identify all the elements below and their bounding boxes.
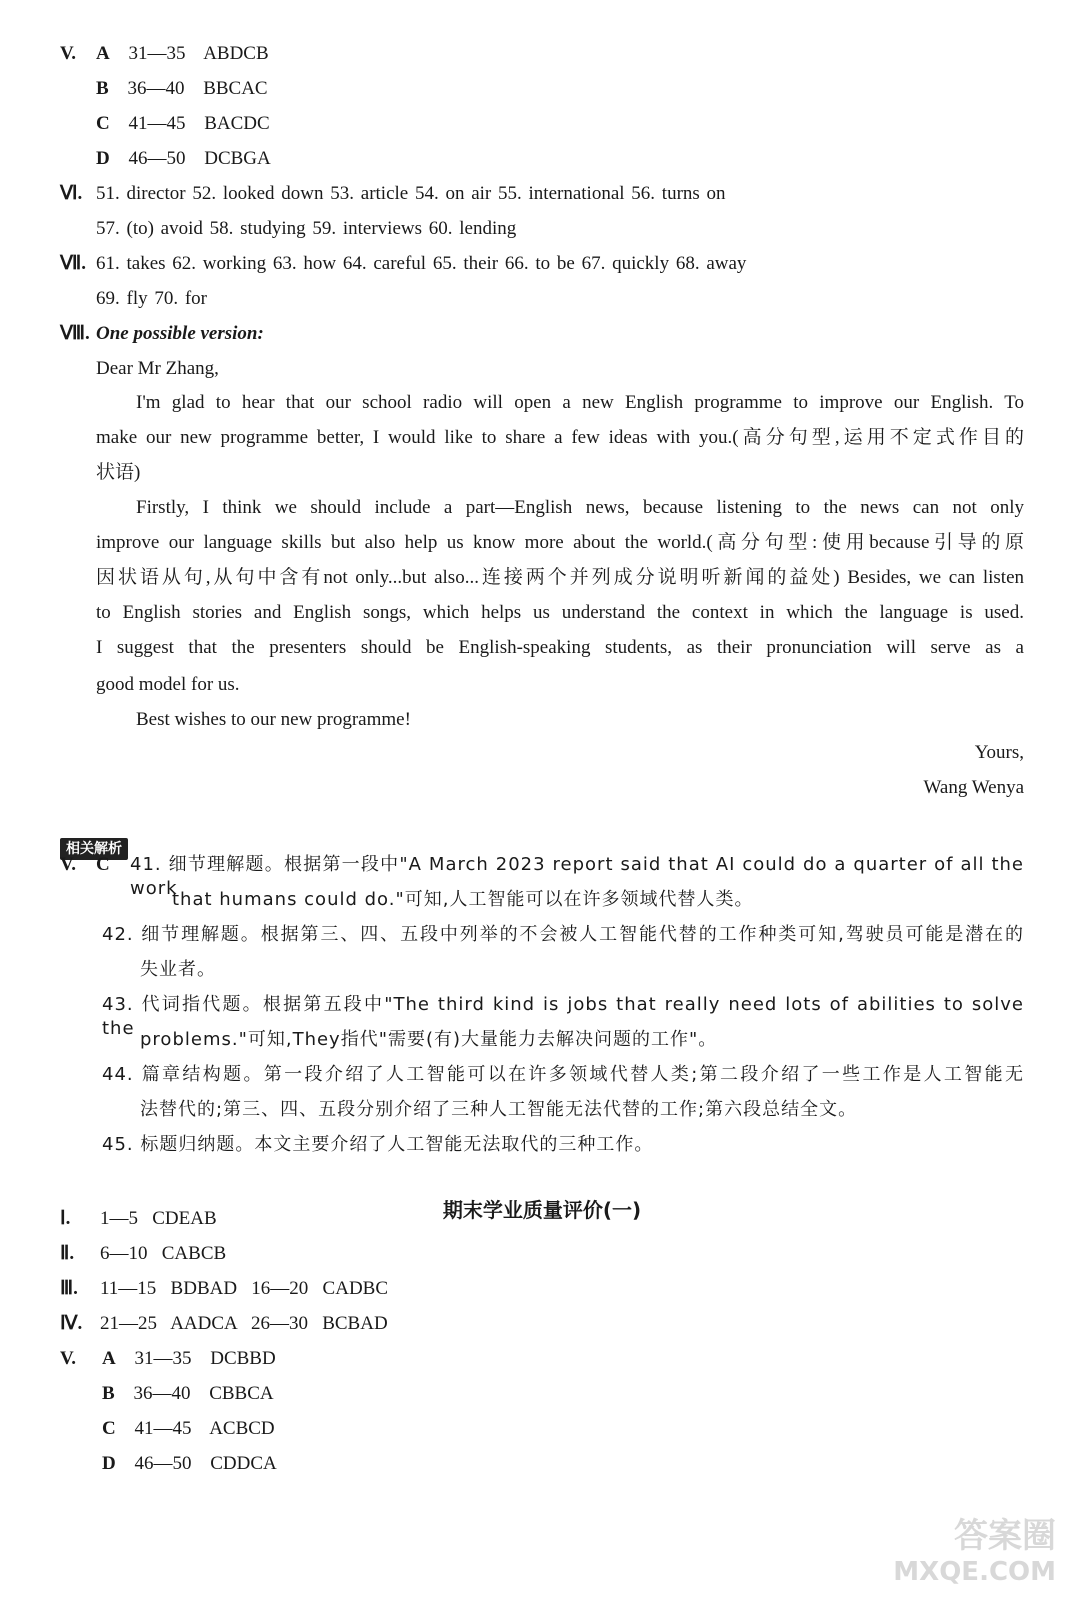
- answer-row: [96, 42, 269, 66]
- part-letter: D: [102, 1453, 116, 1474]
- analysis-line: 44. 篇章结构题。第一段介绍了人工智能可以在许多领域代替人类;第二段介绍了一些工作是人工智能无: [102, 1064, 1024, 1085]
- part-letter: C: [102, 1418, 116, 1439]
- analysis-line: that humans could do."可知,人工智能可以在许多领域代替人类。: [172, 889, 754, 910]
- letter-text-line: 因状语从句,从句中含有not only...but also...连接两个并列成分说明听新闻的益处) Besides, we can listen: [96, 567, 1024, 588]
- analysis-line: 法替代的;第三、四、五段分别介绍了三种人工智能无法代替的工作;第六段总结全文。: [140, 1099, 858, 1120]
- letter-salutation: Dear Mr Zhang,: [96, 358, 219, 379]
- section-label: Ⅲ.: [60, 1278, 78, 1299]
- section-vi-label: Ⅵ.: [60, 183, 83, 204]
- part-letter: D: [96, 148, 110, 169]
- answer-row: [96, 147, 271, 171]
- question-range: 41—45: [134, 1418, 192, 1439]
- answer-key: BACDC: [204, 113, 270, 134]
- answer-row: [102, 1417, 275, 1441]
- section-label: Ⅰ.: [60, 1208, 71, 1229]
- cloze-answers-line: 69. fly 70. for: [96, 288, 208, 309]
- analysis-line: 42. 细节理解题。根据第三、四、五段中列举的不会被人工智能代替的工作种类可知,驾驶员可能是潜在的: [102, 924, 1024, 945]
- writing-heading: One possible version:: [96, 323, 264, 344]
- answer-key: DCBBD: [210, 1348, 276, 1369]
- watermark: [893, 1518, 1056, 1590]
- exam-answer-line: 11—15 BDBAD 16—20 CADBC: [100, 1278, 389, 1299]
- part-letter: B: [96, 78, 109, 99]
- exam-answer-line: 6—10 CABCB: [100, 1243, 227, 1264]
- answer-key: BBCAC: [203, 78, 268, 99]
- analysis-line: 41. 细节理解题。根据第一段中"A March 2023 report said that AI could do a quarter of all the work: [130, 854, 1024, 899]
- letter-text-line: I suggest that the presenters should be English-speaking students, as their pronunciation will serve as a: [96, 637, 1024, 658]
- answer-key: DCBGA: [204, 148, 271, 169]
- analysis-part-letter: C: [96, 854, 110, 875]
- question-range: 31—35: [128, 43, 186, 64]
- letter-text-line: Firstly, I think we should include a part—English news, because listening to the news can not only: [136, 497, 1024, 518]
- section-viii-label: Ⅷ.: [60, 323, 90, 344]
- section-label: V.: [60, 1348, 77, 1369]
- question-range: 36—40: [133, 1383, 191, 1404]
- answer-row: [96, 112, 270, 136]
- question-range: 46—50: [134, 1453, 192, 1474]
- vocab-answers-line: 51. director 52. looked down 53. article 54. on air 55. international 56. turns on: [96, 183, 726, 204]
- section-v-label: V.: [60, 43, 77, 64]
- letter-text-line: good model for us.: [96, 674, 240, 695]
- analysis-line: 45. 标题归纳题。本文主要介绍了人工智能无法取代的三种工作。: [102, 1134, 654, 1155]
- exam-answer-line: 21—25 AADCA 26—30 BCBAD: [100, 1313, 388, 1334]
- part-letter: C: [96, 113, 110, 134]
- question-range: 46—50: [128, 148, 186, 169]
- letter-text-line: 状语): [96, 462, 141, 483]
- letter-text-line: to English stories and English songs, which helps us understand the context in which the language is used.: [96, 602, 1024, 623]
- question-range: 31—35: [134, 1348, 192, 1369]
- exam-answer-line: 1—5 CDEAB: [100, 1208, 217, 1229]
- exam-title: 期末学业质量评价(一): [442, 1198, 642, 1222]
- section-label: Ⅳ.: [60, 1313, 83, 1334]
- answer-key: CBBCA: [209, 1383, 274, 1404]
- part-letter: A: [102, 1348, 116, 1369]
- question-range: 41—45: [128, 113, 186, 134]
- question-range: 36—40: [127, 78, 185, 99]
- letter-text-line: I'm glad to hear that our school radio will open a new English programme to improve our English. To: [136, 392, 1024, 413]
- answer-row: [96, 77, 268, 101]
- answer-key: ACBCD: [209, 1418, 275, 1439]
- letter-signature: Wang Wenya: [923, 777, 1024, 798]
- analysis-line: 失业者。: [140, 959, 216, 980]
- watermark-logo-text: 答案圈: [954, 1516, 1056, 1556]
- vocab-answers-line: 57. (to) avoid 58. studying 59. interviews 60. lending: [96, 218, 517, 239]
- part-letter: B: [102, 1383, 115, 1404]
- letter-text-line: make our new programme better, I would like to share a few ideas with you.(高分句型,运用不定式作目的: [96, 427, 1024, 448]
- analysis-badge: 相关解析: [60, 838, 128, 860]
- analysis-line: 43. 代词指代题。根据第五段中"The third kind is jobs that really need lots of abilities to solve the: [102, 994, 1024, 1039]
- answer-key: CDDCA: [210, 1453, 277, 1474]
- answer-row: [102, 1452, 277, 1476]
- part-letter: A: [96, 43, 110, 64]
- section-vii-label: Ⅶ.: [60, 253, 87, 274]
- letter-text-line: improve our language skills but also help us know more about the world.(高分句型:使用because引导的原: [96, 532, 1024, 553]
- letter-signoff: Yours,: [974, 742, 1024, 763]
- section-label: Ⅱ.: [60, 1243, 75, 1264]
- letter-closing: Best wishes to our new programme!: [136, 709, 411, 730]
- answer-row: [102, 1347, 276, 1371]
- answer-row: [102, 1382, 274, 1406]
- analysis-line: problems."可知,They指代"需要(有)大量能力去解决问题的工作"。: [140, 1029, 718, 1050]
- answer-key: ABDCB: [203, 43, 269, 64]
- analysis-section-label: V.: [60, 854, 77, 875]
- watermark-url: MXQE.COM: [893, 1557, 1056, 1587]
- cloze-answers-line: 61. takes 62. working 63. how 64. careful 65. their 66. to be 67. quickly 68. away: [96, 253, 747, 274]
